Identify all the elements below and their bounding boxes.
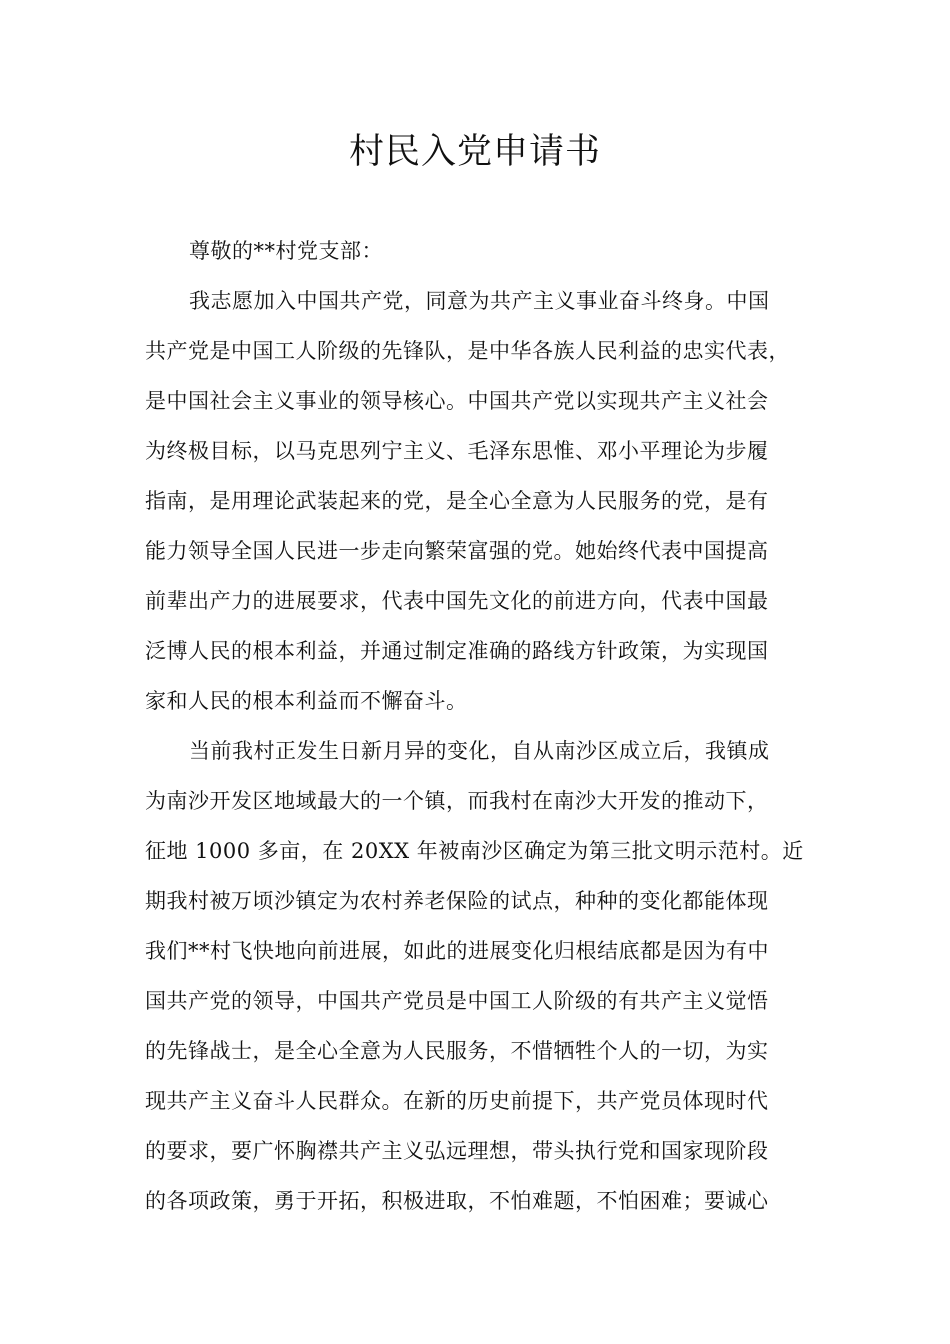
text-line: 期我村被万顷沙镇定为农村养老保险的试点，种种的变化都能体现: [145, 889, 769, 913]
text-line: 现共产主义奋斗人民群众。在新的历史前提下，共产党员体现时代: [145, 1089, 769, 1113]
text-line: 为南沙开发区地域最大的一个镇，而我村在南沙大开发的推动下，: [145, 789, 769, 813]
text-line: 家和人民的根本利益而不懈奋斗。: [145, 689, 468, 713]
salutation: 尊敬的**村党支部：: [189, 239, 383, 263]
text-line: 的要求，要广怀胸襟共产主义弘远理想，带头执行党和国家现阶段: [145, 1139, 769, 1163]
text-line: 国共产党的领导，中国共产党员是中国工人阶级的有共产主义觉悟: [145, 989, 769, 1013]
text-line: 当前我村正发生日新月异的变化，自从南沙区成立后，我镇成: [189, 739, 770, 763]
text-line: 是中国社会主义事业的领导核心。中国共产党以实现共产主义社会: [145, 389, 769, 413]
paragraph-2: [145, 726, 815, 1226]
text-line: 能力领导全国人民进一步走向繁荣富强的党。她始终代表中国提高: [145, 539, 769, 563]
text-line: 我志愿加入中国共产党，同意为共产主义事业奋斗终身。中国: [189, 289, 770, 313]
document-body: [145, 226, 815, 1226]
text-line: 指南，是用理论武装起来的党，是全心全意为人民服务的党，是有: [145, 489, 769, 513]
text-line: 泛博人民的根本利益，并通过制定准确的路线方针政策，为实现国: [145, 639, 769, 663]
document-title: 村民入党申请书: [348, 132, 601, 172]
text-line: 的先锋战士，是全心全意为人民服务，不惜牺牲个人的一切，为实: [145, 1039, 769, 1063]
text-line: 征地 1000 多亩，在 20XX 年被南沙区确定为第三批文明示范村。近: [145, 839, 804, 863]
text-line: 的各项政策，勇于开拓，积极进取，不怕难题，不怕困难；要诚心: [145, 1189, 769, 1213]
paragraph-1: [145, 276, 815, 726]
text-line: 共产党是中国工人阶级的先锋队，是中华各族人民利益的忠实代表，: [145, 339, 790, 363]
text-line: 为终极目标，以马克思列宁主义、毛泽东思惟、邓小平理论为步履: [145, 439, 769, 463]
text-line: 我们**村飞快地向前进展，如此的进展变化归根结底都是因为有中: [145, 939, 769, 963]
text-line: 前辈出产力的进展要求，代表中国先文化的前进方向，代表中国最: [145, 589, 769, 613]
